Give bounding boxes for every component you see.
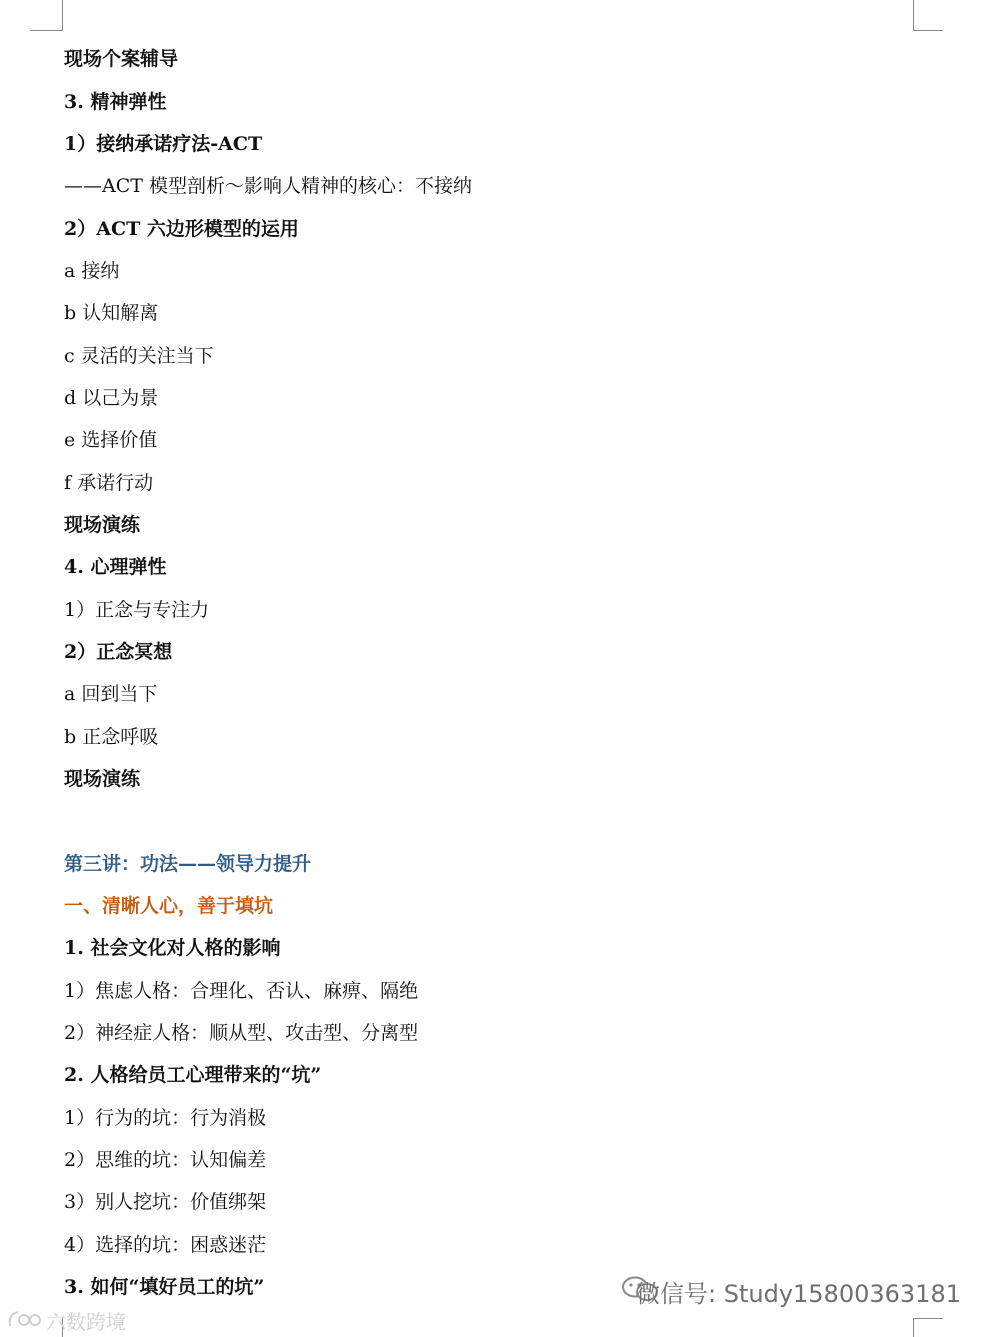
doc-line: e 选择价值 [64,429,158,451]
doc-line: 2）思维的坑：认知偏差 [64,1149,267,1171]
doc-line: 2. 人格给员工心理带来的“坑” [64,1064,322,1086]
doc-line: 现场个案辅导 [64,48,179,70]
doc-line: a 接纳 [64,260,120,282]
doc-line: 1）行为的坑：行为消极 [64,1107,267,1129]
doc-line: ——ACT 模型剖析～影响人精神的核心：不接纳 [64,175,472,197]
doc-line: 1）接纳承诺疗法-ACT [64,133,263,155]
doc-line: 现场演练 [64,514,141,536]
doc-line: 4）选择的坑：困惑迷茫 [64,1234,267,1256]
doc-line: c 灵活的关注当下 [64,345,214,367]
crop-mark-top-right-v [913,0,914,30]
section-heading: 第三讲：功法——领导力提升 [64,853,312,875]
doc-line: 2）神经症人格：顺从型、攻击型、分离型 [64,1022,419,1044]
crop-mark-bottom-right-h [913,1318,943,1319]
doc-line: 1）正念与专注力 [64,599,210,621]
crop-mark-top-left-v [62,0,63,30]
watermark-wechat-id: 微信号: Study15800363181 [636,1280,961,1308]
doc-line: 1）焦虑人格：合理化、否认、麻痹、隔绝 [64,980,419,1002]
doc-line: d 以己为景 [64,387,159,409]
doc-line: 2）ACT 六边形模型的运用 [64,218,299,240]
doc-line: 2）正念冥想 [64,641,173,663]
subsection-heading: 一、清晰人心，善于填坑 [64,895,274,917]
doc-line: b 认知解离 [64,302,159,324]
doc-line: 4. 心理弹性 [64,556,167,578]
doc-line: b 正念呼吸 [64,726,159,748]
brand-logo-icon [6,1308,44,1330]
doc-line: 1. 社会文化对人格的影响 [64,937,281,959]
doc-line: 3. 精神弹性 [64,91,167,113]
crop-mark-bottom-right-v [913,1318,914,1337]
doc-line: 3）别人挖坑：价值绑架 [64,1191,267,1213]
crop-mark-top-right-h [913,30,943,31]
doc-line: 3. 如何“填好员工的坑” [64,1276,265,1298]
watermark-brand: 六数跨境 [46,1310,126,1334]
doc-line: 现场演练 [64,768,141,790]
doc-line: a 回到当下 [64,683,158,705]
doc-line: f 承诺行动 [64,472,154,494]
crop-mark-top-left-h [30,30,63,31]
